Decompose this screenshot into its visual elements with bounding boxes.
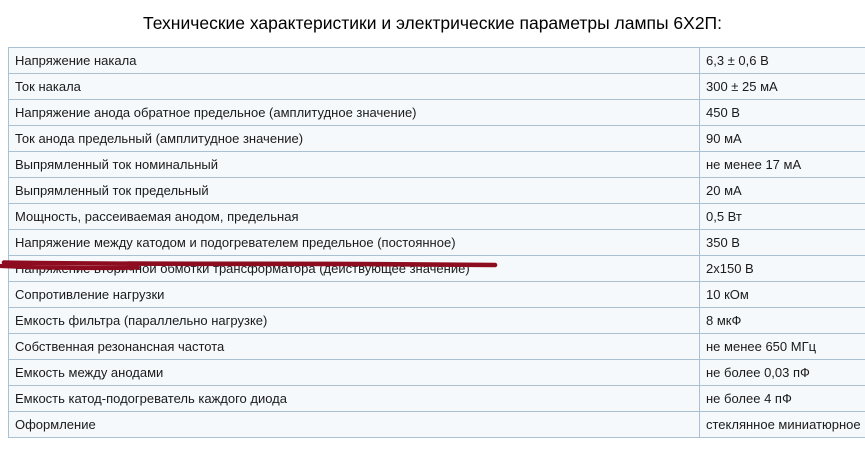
table-row bbox=[9, 412, 865, 438]
page-title: Технические характеристики и электрические параметры лампы 6Х2П: bbox=[142, 13, 722, 33]
value-cell: не менее 17 мА bbox=[700, 152, 865, 178]
value-cell: 300 ± 25 мА bbox=[700, 74, 865, 100]
table-row bbox=[9, 360, 865, 386]
value-cell: 350 В bbox=[700, 230, 865, 256]
table-row bbox=[9, 282, 865, 308]
table-row bbox=[9, 334, 865, 360]
param-cell: Выпрямленный ток предельный bbox=[9, 178, 700, 204]
table-row bbox=[9, 126, 865, 152]
table-row bbox=[9, 230, 865, 256]
value-cell: не более 0,03 пФ bbox=[700, 360, 865, 386]
value-cell: 10 кОм bbox=[700, 282, 865, 308]
table-row bbox=[9, 178, 865, 204]
table-row bbox=[9, 386, 865, 412]
value-cell: 0,5 Вт bbox=[700, 204, 865, 230]
param-cell: Напряжение накала bbox=[9, 48, 700, 74]
param-cell: Выпрямленный ток номинальный bbox=[9, 152, 700, 178]
param-cell: Сопротивление нагрузки bbox=[9, 282, 700, 308]
table-row bbox=[9, 204, 865, 230]
table-row bbox=[9, 74, 865, 100]
param-cell: Емкость катод-подогреватель каждого диода bbox=[9, 386, 700, 412]
table-row bbox=[9, 256, 865, 282]
value-cell: 6,3 ± 0,6 В bbox=[700, 48, 865, 74]
param-cell: Емкость фильтра (параллельно нагрузке) bbox=[9, 308, 700, 334]
param-cell: Собственная резонансная частота bbox=[9, 334, 700, 360]
value-cell: 8 мкФ bbox=[700, 308, 865, 334]
value-cell: 450 В bbox=[700, 100, 865, 126]
value-cell: не более 4 пФ bbox=[700, 386, 865, 412]
param-cell: Ток накала bbox=[9, 74, 700, 100]
param-cell: Напряжение анода обратное предельное (амплитудное значение) bbox=[9, 100, 700, 126]
table-row bbox=[9, 152, 865, 178]
specs-table-body bbox=[9, 48, 865, 438]
param-cell: Напряжение вторичной обмотки трансформатора (действующее значение) bbox=[9, 256, 700, 282]
table-row bbox=[9, 48, 865, 74]
table-row bbox=[9, 308, 865, 334]
value-cell: 2х150 В bbox=[700, 256, 865, 282]
param-cell: Оформление bbox=[9, 412, 700, 438]
value-cell: 20 мА bbox=[700, 178, 865, 204]
table-row bbox=[9, 100, 865, 126]
param-cell: Мощность, рассеиваемая анодом, предельная bbox=[9, 204, 700, 230]
value-cell: стеклянное миниатюрное bbox=[700, 412, 865, 438]
specs-table bbox=[8, 47, 865, 438]
param-cell: Напряжение между катодом и подогревателем предельное (постоянное) bbox=[9, 230, 700, 256]
value-cell: 90 мА bbox=[700, 126, 865, 152]
param-cell: Емкость между анодами bbox=[9, 360, 700, 386]
param-cell: Ток анода предельный (амплитудное значение) bbox=[9, 126, 700, 152]
value-cell: не менее 650 МГц bbox=[700, 334, 865, 360]
